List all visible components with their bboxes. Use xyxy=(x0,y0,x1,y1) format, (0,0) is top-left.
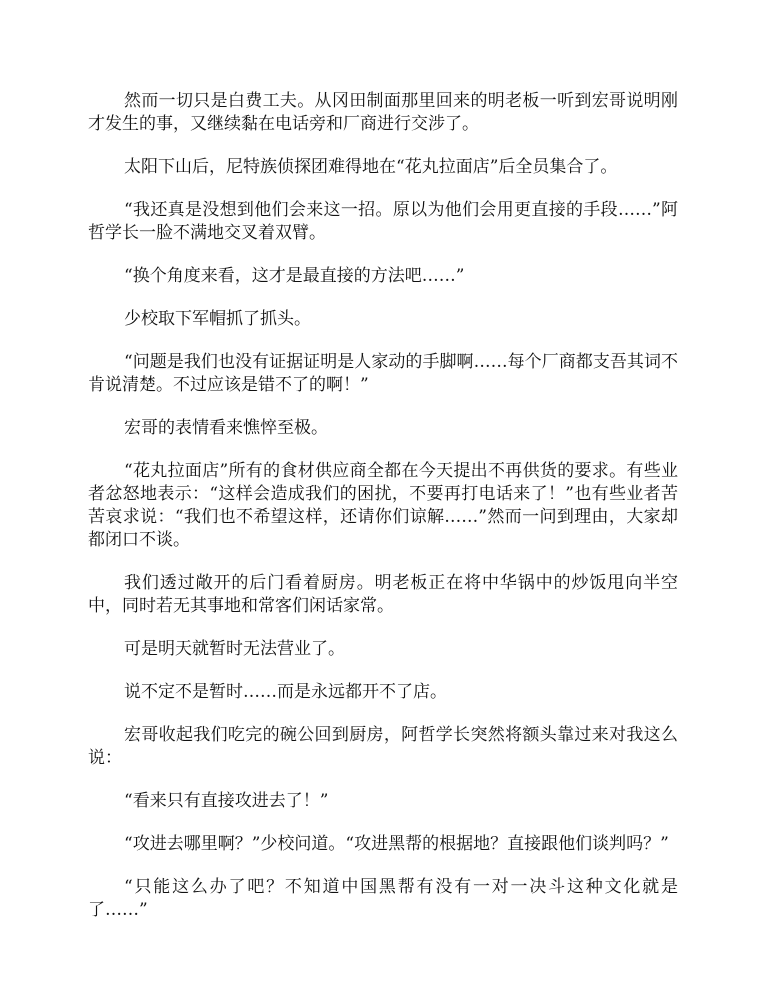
paragraph: “换个角度来看，这才是最直接的方法吧……” xyxy=(124,266,465,286)
paragraph: “攻进去哪里啊？”少校问道。“攻进黑帮的根据地？直接跟他们谈判吗？” xyxy=(124,834,669,854)
paragraph: 宏哥收起我们吃完的碗公回到厨房，阿哲学长突然将额头靠过来对我这么说： xyxy=(88,725,678,768)
paragraph: 我们透过敞开的后门看着厨房。明老板正在将中华锅中的炒饭甩向半空中，同时若无其事地和常客们闲话家常。 xyxy=(88,573,678,616)
paragraph: “花丸拉面店”所有的食材供应商全都在今天提出不再供货的要求。有些业者忿怒地表示：“这样会造成我们的困扰，不要再打电话来了！”也有些业者苦苦哀求说：“我们也不希望这样，还请你们谅解……”然而一问到理由，大家却都闭口不谈。 xyxy=(88,461,678,550)
paragraph: “我还真是没想到他们会来这一招。原以为他们会用更直接的手段……”阿哲学长一脸不满地交叉着双臂。 xyxy=(88,200,678,243)
paragraph: “看来只有直接攻进去了！” xyxy=(124,791,329,811)
paragraph: 太阳下山后，尼特族侦探团难得地在“花丸拉面店”后全员集合了。 xyxy=(124,157,618,177)
paragraph: 少校取下军帽抓了抓头。 xyxy=(124,309,311,329)
paragraph: “只能这么办了吧？不知道中国黑帮有没有一对一决斗这种文化就是了……” xyxy=(88,877,678,920)
paragraph: 宏哥的表情看来憔悴至极。 xyxy=(124,418,328,438)
document-page xyxy=(88,90,678,942)
paragraph: 说不定不是暂时……而是永远都开不了店。 xyxy=(124,682,447,702)
paragraph: 可是明天就暂时无法营业了。 xyxy=(124,639,345,659)
paragraph: “问题是我们也没有证据证明是人家动的手脚啊……每个厂商都支吾其词不肯说清楚。不过应该是错不了的啊！” xyxy=(88,352,678,395)
paragraph: 然而一切只是白费工夫。从冈田制面那里回来的明老板一听到宏哥说明刚才发生的事，又继续黏在电话旁和厂商进行交涉了。 xyxy=(88,91,678,134)
